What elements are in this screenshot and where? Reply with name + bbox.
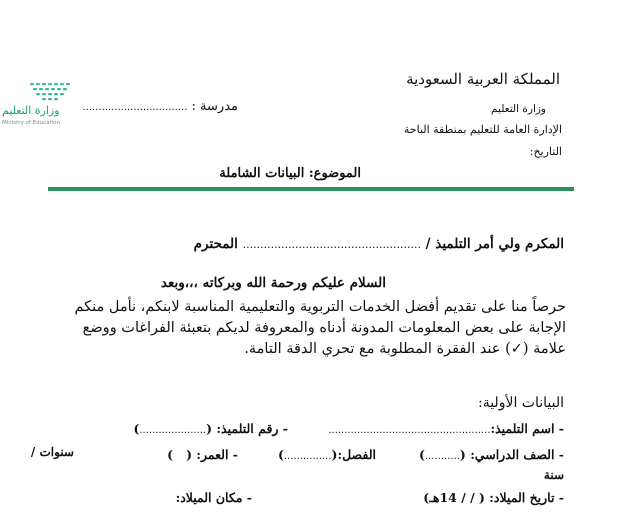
- kingdom-title: المملكة العربية السعودية: [406, 70, 560, 88]
- grade-label: - الصف الدراسي: (: [459, 447, 564, 462]
- birth-date-field[interactable]: - تاريخ الميلاد: ( / / 14هـ): [423, 490, 564, 505]
- student-name-field[interactable]: [328, 421, 564, 436]
- grade-field[interactable]: [419, 447, 564, 462]
- class-field[interactable]: [278, 447, 376, 462]
- addressee-prefix: المكرم ولي أمر التلميذ /: [425, 236, 564, 252]
- class-close: ): [277, 447, 284, 462]
- age-field[interactable]: [167, 447, 238, 462]
- letter-paragraph: حرصاً منا على تقديم أفضل الخدمات التربوية والتعليمية المناسبة لابنكم، نأمل منكم الإجابة على بعض المعلومات المدونة أدناه والمعروفة لديكم بتعبئة الفراغات ووضع علامة (✓) عند الفقرة المطلوبة مع تحري الدقة التامة.: [74, 299, 566, 357]
- school-label: مدرسة :: [191, 99, 238, 114]
- logo-arabic-text: وزارة التعليم: [2, 104, 60, 117]
- class-label: الفصل:(: [331, 447, 376, 462]
- school-blank[interactable]: .................................: [82, 102, 188, 113]
- birth-place-field[interactable]: - مكان الميلاد:: [175, 490, 252, 505]
- student-id-label: - رقم التلميذ: (: [206, 421, 288, 436]
- section-title: البيانات الأولية:: [477, 395, 564, 411]
- class-blank[interactable]: ...............: [283, 451, 332, 462]
- guardian-name-blank[interactable]: ...................................................: [242, 238, 421, 251]
- greeting: السلام عليكم ورحمة الله وبركاته ،،،وبعد: [160, 275, 386, 291]
- student-name-label: - اسم التلميذ:: [490, 421, 564, 436]
- age-close: ): [167, 447, 174, 462]
- addressee-line: [194, 236, 564, 252]
- student-id-blank[interactable]: .....................: [139, 425, 207, 436]
- green-divider: [48, 187, 574, 191]
- date-label: التاريخ:: [529, 145, 562, 158]
- age-label: - العمر: (: [186, 447, 238, 462]
- student-id-close: ): [133, 421, 140, 436]
- administration-name: الإدارة العامة للتعليم بمنطقة الباحة: [403, 123, 562, 136]
- grade-blank[interactable]: ...........: [424, 451, 460, 462]
- student-id-field[interactable]: [133, 421, 288, 436]
- logo-english-text: Ministry of Education: [2, 120, 61, 126]
- year-word: سنة: [543, 468, 564, 482]
- ministry-name: وزارة التعليم: [491, 103, 546, 115]
- grade-close: ): [419, 447, 425, 462]
- years-text: سنوات /: [30, 445, 74, 459]
- student-name-blank[interactable]: ...................................................: [328, 425, 491, 436]
- addressee-suffix: المحترم: [193, 236, 238, 252]
- subject-heading: الموضوع: البيانات الشاملة: [219, 166, 361, 181]
- school-field[interactable]: [83, 99, 239, 114]
